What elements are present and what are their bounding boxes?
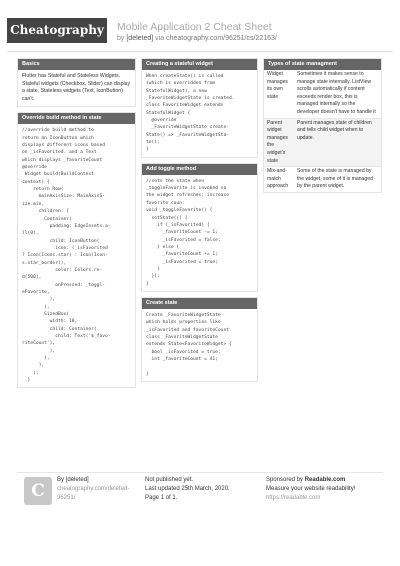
footer-sponsor-prefix: Sponsored by: [266, 477, 304, 483]
basics-heading: Basics: [18, 59, 135, 70]
table-row: [264, 167, 381, 192]
create-state-heading: Create state: [142, 298, 257, 309]
table-cell-value: Parent manages state of children and tells child widget when to update.: [294, 118, 381, 167]
override-build-section: [17, 112, 136, 388]
footer-sponsor-line: [266, 476, 391, 485]
override-build-code: //override build method to return an IconButton which displays different icons based on _isFavorited. and a Text which displays _favoriteCount @override Widget build(BuildContext context) { return Row( mainAxisSize: MainAxisS- ize.min, children: [ Container( padding: EdgeInsets.a- ll(0), child: IconButton( icon: (_isFavorited ? Icon(Icons.star) : Icon(Icon- s.star_border)), color: Colors.re- d[500], onPressed: _toggl- eFavorite, ), ), SizedBox( width: 18, child: Container( child: Text('$_favo- riteCount'), ), ), ], ); }: [22, 128, 111, 384]
byline: [117, 35, 277, 42]
byline-via: via: [155, 35, 165, 42]
table-cell-value: Sometimes it makes sense to manage state internally. ListView scrolls automatically if content exceeds render box, this is managed internally so the developer doesn't have to handle it: [294, 70, 381, 118]
create-state-code: Create _FavoriteWidgetState which holds properties like _isFavorited and favoriteCount class _FavoriteWidgetState extends State<FavoriteWidget> { bool _isFavorited = true; int _favoriteCount = 41; }: [146, 312, 232, 377]
byline-prefix: by: [117, 35, 125, 42]
column-2: [141, 58, 258, 387]
header-divider: [7, 51, 393, 52]
types-heading: Types of state managment: [264, 59, 381, 70]
table-row: [264, 70, 381, 118]
table-cell-key: Parent widget manages the widget's state: [264, 118, 294, 167]
footer-updated: Last updated 25th March, 2020.: [145, 486, 230, 492]
table-cell-value: Some of the state is managed by the widget, some of it is managed by the parent widget.: [297, 168, 373, 190]
table-row: [264, 118, 381, 167]
footer-divider: [17, 472, 383, 473]
override-build-heading: Override build method in state: [18, 113, 135, 124]
footer-author-url[interactable]: cheatography.com/deleted-96251/: [57, 486, 130, 501]
author-link[interactable]: [deleted]: [126, 35, 154, 42]
footer-author-link[interactable]: [deleted]: [65, 477, 89, 483]
toggle-method-section: [141, 163, 258, 292]
types-section: [263, 58, 382, 193]
footer-publish-block: [145, 476, 255, 503]
toggle-method-heading: Add toggle method: [142, 164, 257, 175]
stateful-widget-code: When createState() is called (which is overridden from StatefulWidget), a new _FavoriteWidgetState is created. class FavoriteWidget extends StatefulWidget { @override _FavoriteWidgetState create- State() => _FavoriteWidgetSta- te(); }: [146, 74, 235, 153]
create-state-section: [141, 297, 258, 382]
footer-by-prefix: By: [57, 477, 65, 483]
basics-section: [17, 58, 136, 107]
table-cell-key: Widget manages its own state: [264, 70, 294, 118]
footer-published: Not published yet.: [145, 477, 194, 483]
column-1: [17, 58, 136, 393]
table-cell-key: Mix-and-match approach: [267, 168, 289, 190]
types-table: [264, 70, 381, 192]
stateful-widget-section: [141, 58, 258, 158]
cheatography-c-logo-icon: [24, 477, 52, 505]
footer-page: Page 1 of 1.: [145, 495, 178, 501]
stateful-widget-heading: Creating a stateful widget: [142, 59, 257, 70]
footer-sponsor-link[interactable]: Readable.com: [304, 477, 346, 483]
footer-author-block: [57, 476, 137, 503]
sheet-url-link[interactable]: cheatography.com/96251/cs/22163/: [166, 35, 277, 42]
page-title: Mobile Application 2 Cheat Sheet: [117, 21, 272, 33]
footer-author-line: [57, 476, 137, 485]
cheatography-logo[interactable]: Cheatography: [7, 18, 107, 43]
footer-sponsor-url[interactable]: https://readable.com: [266, 495, 321, 501]
footer-sponsor-block: [266, 476, 391, 503]
footer-logo-letter: C: [31, 481, 45, 501]
basics-text: Flutter has Stateful and Stateless Widgets. Stateful widgets (Checkbox, Slider) can display a state, Stateless widgets (Text, IconButton) can't.: [22, 73, 131, 102]
page-header: [0, 0, 400, 50]
footer-sponsor-text: Measure your website readability!: [266, 486, 356, 492]
column-3: [263, 58, 382, 198]
toggle-method-code: //sets the state when _toggleFavorite is invoked so the widget refreshes; increase favorite coun: void _toggleFavorite() { setState(() { if (_isFavorited) { _favoriteCount -= 1; _isFavorited = false; } else { _favoriteCount += 1; _isFavorited = true; } }); }: [146, 178, 229, 287]
